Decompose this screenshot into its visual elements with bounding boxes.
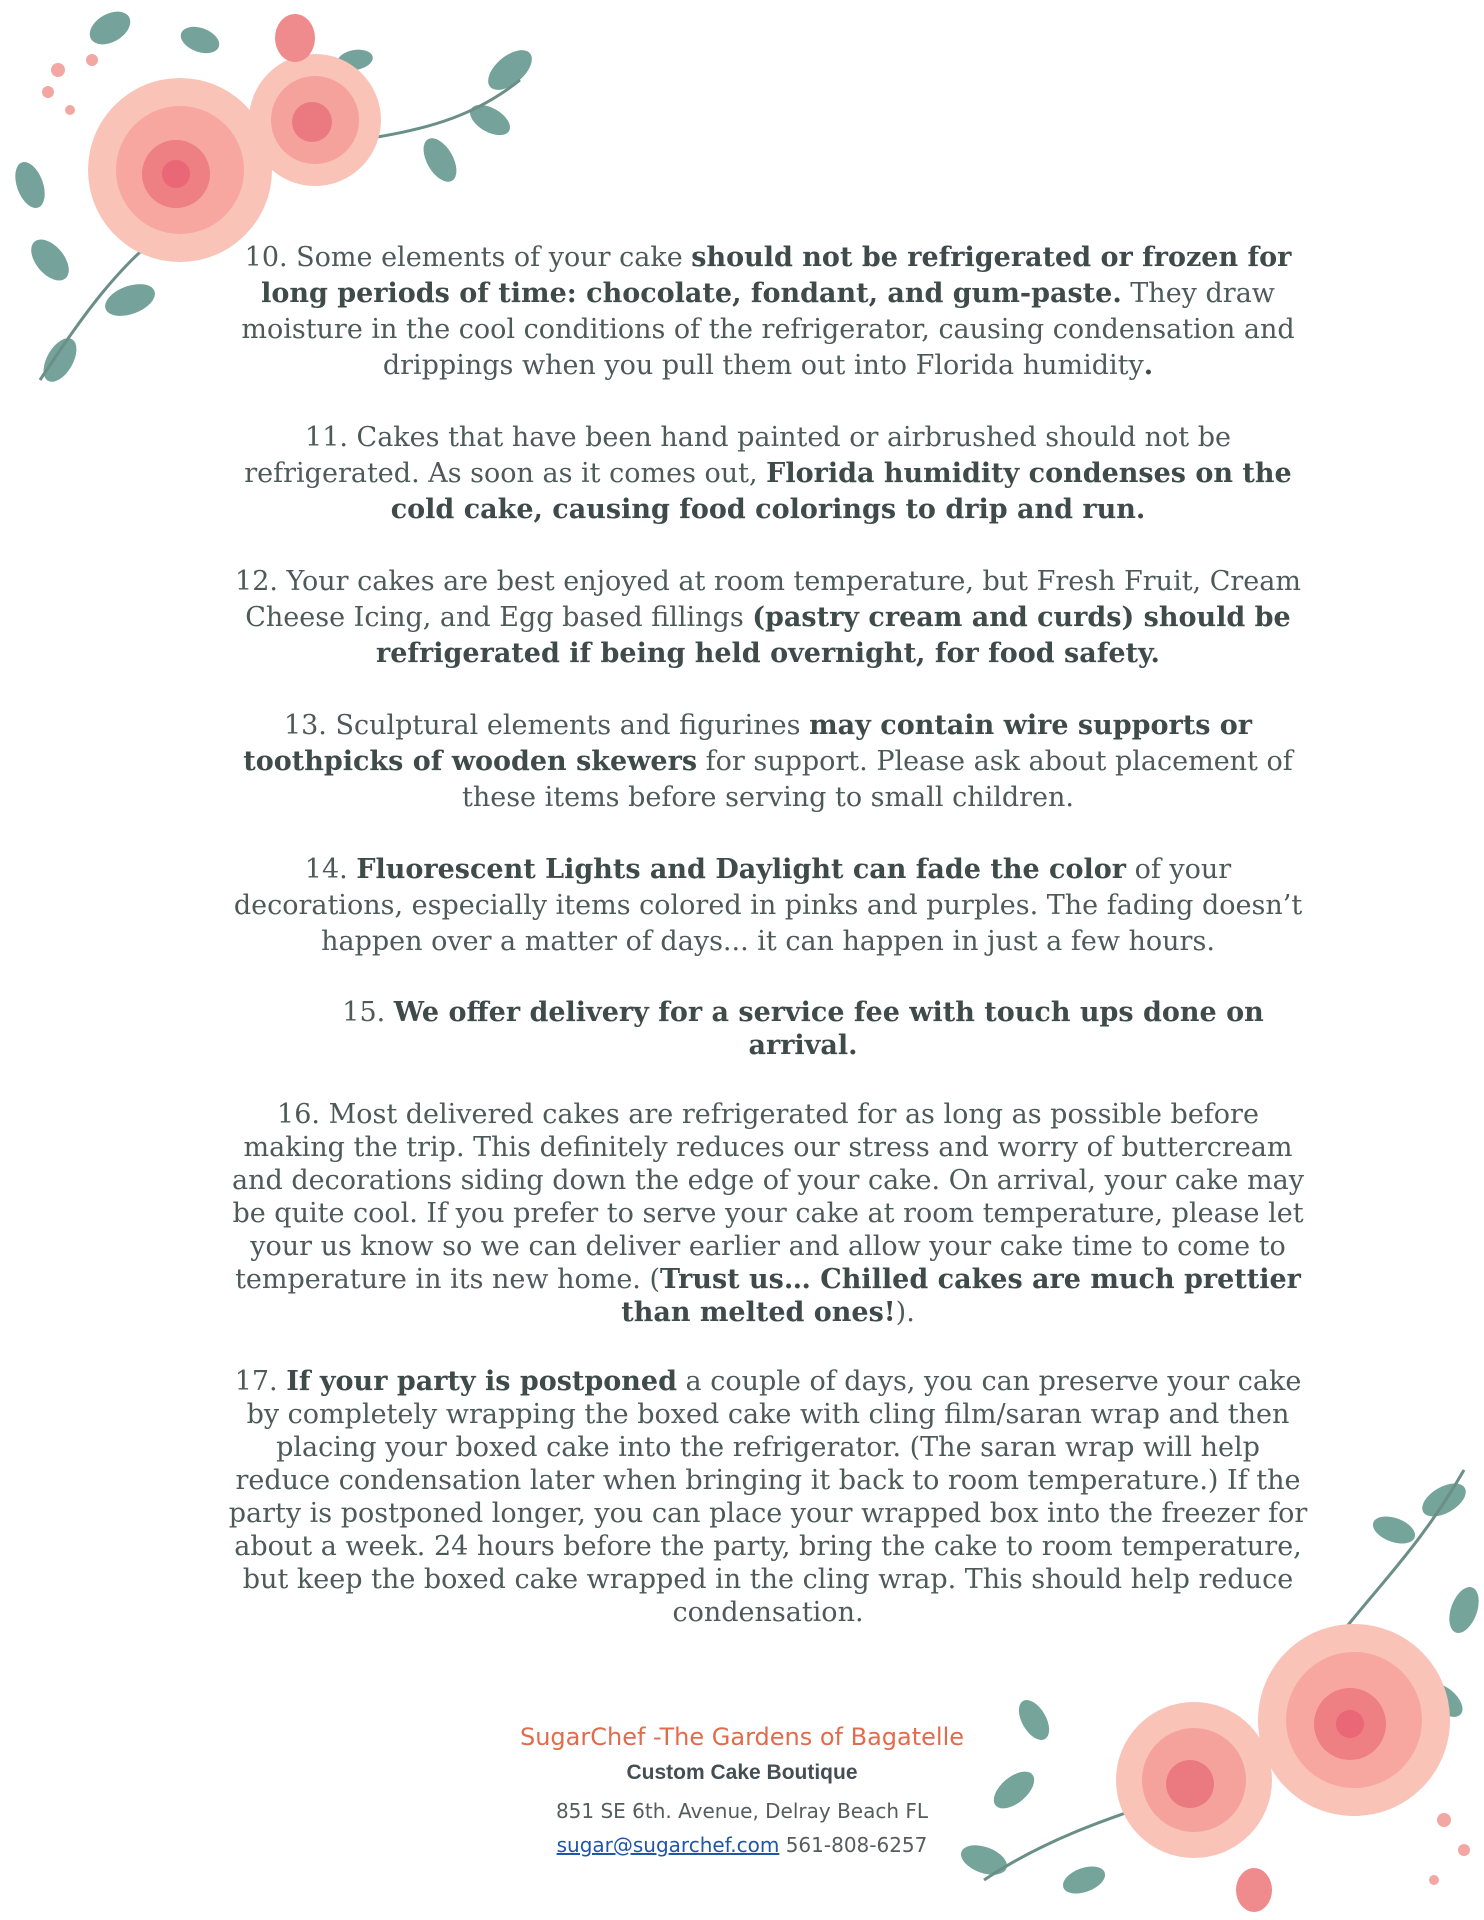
contact-line <box>0 1828 1484 1862</box>
instruction-13: 13. Sculptural elements and figurines may contain wire supports or toothpicks of wooden skewers for support. Please ask about placement of these items before serving to small children. <box>243 710 1293 813</box>
instruction-14: 14. Fluorescent Lights and Daylight can fade the color of your decorations, especially items colored in pinks and purples. The fading doesn’t happen over a matter of days... it can happen in just a few hours. <box>233 854 1303 957</box>
brand-subtitle: Custom Cake Boutique <box>626 1761 858 1784</box>
care-instructions <box>228 240 1308 1665</box>
phone-number: 561-808-6257 <box>779 1833 928 1857</box>
instruction-16: 16. Most delivered cakes are refrigerated for as long as possible before making the trip. This definitely reduces our stress and worry of buttercream and decorations siding down the edge of your cake. On arrival, your cake may be quite cool. If you prefer to serve your cake at room temperature, please let your us know so we can deliver earlier and allow your cake time to come to temperature in its new home. (Trust us… Chilled cakes are much prettier than melted ones!). <box>232 1099 1304 1328</box>
instruction-15: 15. We offer delivery for a service fee with touch ups done on arrival. <box>342 997 1264 1061</box>
instruction-17: 17. If your party is postponed a couple of days, you can preserve your cake by completely wrapping the boxed cake with cling film/saran wrap and then placing your boxed cake into the refrigerator. (The saran wrap will help reduce condensation later when bringing it back to room temperature.) If the party is postponed longer, you can place your wrapped box into the freezer for about a week. 24 hours before the party, bring the cake to room temperature, but keep the boxed cake wrapped in the cling wrap. This should help reduce condensation. <box>228 1366 1308 1628</box>
instruction-11: 11. Cakes that have been hand painted or airbrushed should not be refrigerated. As soon as it comes out, Florida humidity condenses on the cold cake, causing food colorings to drip and run. <box>244 422 1292 525</box>
address: 851 SE 6th. Avenue, Delray Beach FL <box>555 1799 929 1823</box>
email-link[interactable]: sugar@sugarchef.com <box>556 1833 780 1857</box>
brand-name: SugarChef -The Gardens of Bagatelle <box>519 1723 965 1751</box>
business-footer <box>0 1718 1484 1862</box>
instruction-10: 10. Some elements of your cake should not be refrigerated or frozen for long periods of time: chocolate, fondant, and gum-paste. They draw moisture in the cool conditions of the refrigerator, causing condensation and drippings when you pull them out into Florida humidity. <box>241 242 1295 381</box>
instruction-12: 12. Your cakes are best enjoyed at room temperature, but Fresh Fruit, Cream Cheese Icing, and Egg based fillings (pastry cream and curds) should be refrigerated if being held overnight, for food safety. <box>235 566 1301 669</box>
